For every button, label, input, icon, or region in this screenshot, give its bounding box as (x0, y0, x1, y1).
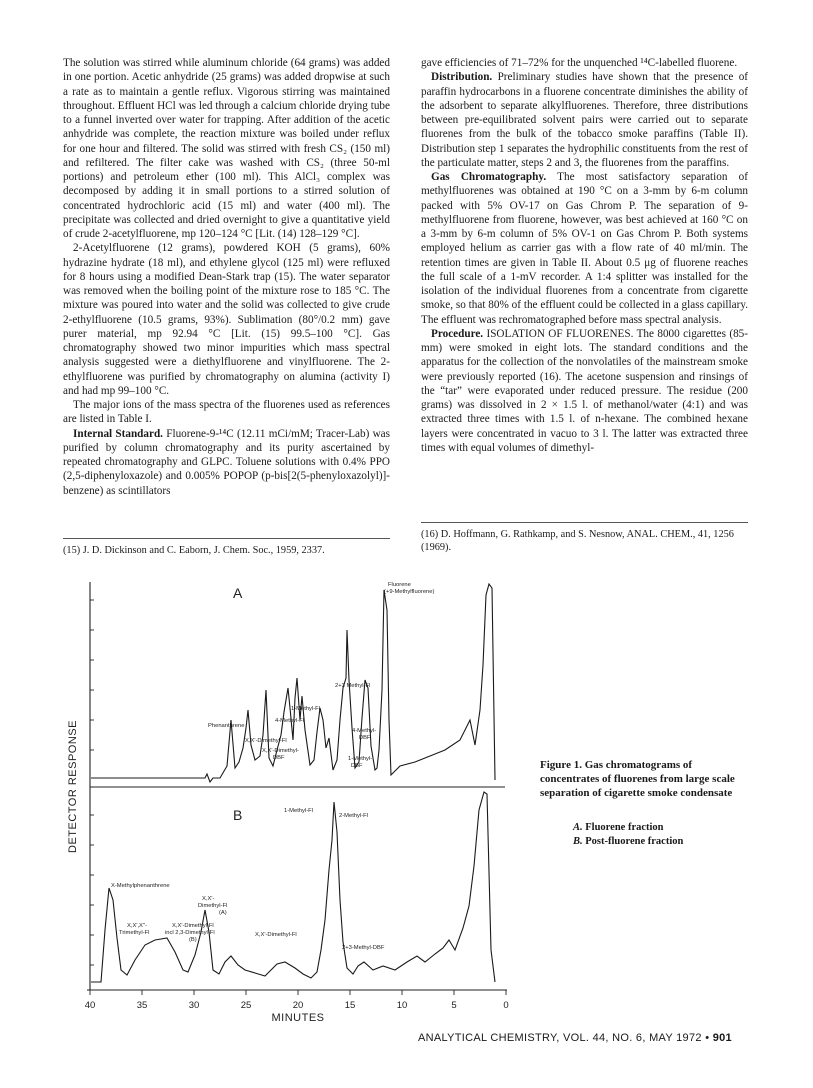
footnote-15: (15) J. D. Dickinson and C. Eaborn, J. Chem. Soc., 1959, 2337. (63, 545, 325, 556)
y-axis-ticks (90, 600, 94, 965)
page-number: 901 (712, 1032, 732, 1044)
x-tick-label: 15 (344, 1000, 356, 1011)
caption-item-letter: B. (573, 836, 583, 847)
footnote-16: (16) D. Hoffmann, G. Rathkamp, and S. Nesnow, ANAL. CHEM., 41, 1256 (1969). (421, 529, 734, 553)
section-heading: Internal Standard. (73, 427, 163, 440)
paragraph: gave efficiencies of 71–72% for the unquenched ¹⁴C-labelled fluorene. (421, 57, 738, 69)
caption-item-b (573, 836, 683, 847)
peak-label: X,X',X''- (127, 923, 148, 929)
paragraph: Gas Chromatography. The most satisfactory separation of methylfluorenes was obtained at 190 °C on a 3-mm by 6-m column packed with 5% OV-17 on Gas Chrom P. The separation of 9-methylfluorene from fluorene, however, was best achieved at 160 °C on a 3-mm by 6-m column of 5% OV-1 on Gas Chrom P. Both systems employed helium as carrier gas with a flow rate of 40 ml/min. The retention times are given in Table II. About 0.5 μg of fluorene reaches the full scale of a 1-mV recorder. A 1:4 splitter was installed for the isolation of the individual fluorenes from a concentrate from cigarette smoke, so that 80% of the effluent could be collected in a glass capillary. The effluent was rechromatographed before mass spectral analysis. (421, 171, 748, 326)
peak-label: (A) (219, 910, 227, 916)
section-heading: Distribution. (431, 71, 493, 84)
peak-label: Phenanthrene (208, 723, 245, 729)
panel-b-letter: B (233, 807, 243, 823)
figure-caption: Figure 1. Gas chromatograms of concentrates of fluorenes from large scale separation of cigarette smoke condensate (540, 759, 735, 799)
x-tick-label: 35 (136, 1000, 148, 1011)
peak-label: Trimethyl-Fl (119, 930, 150, 936)
paragraph: The solution was stirred while aluminum chloride (64 grams) was added in one portion. Acetic anhydride (25 grams) was added dropwise at such a rate as to maintain a gentle reflux. Vigorous stirring was maintained throughout. Effluent HCl was led through a calcium chloride drying tube to a funnel inverted over water for trapping. After addition of the acetic anhydride was complete, the reaction mixture was boiled under reflux for one hour and filtered. The solid was stirred with fresh CS₂ (150 ml) and refiltered. The filter cake was washed with CS₂ (three 50-ml portions) and petroleum ether (100 ml). This AlCl₃ complex was decomposed by adding it in small portions to a stirred solution of concentrated hydrochloric acid (15 ml) and water (400 ml). The precipitate was collected and dried overnight to give a quantitative yield of crude 2-acetylfluorene, mp 120–124 °C [Lit. (14) 128–129 °C]. (63, 57, 390, 240)
peak-label: 4-Methyl-Fl (275, 718, 304, 724)
peak-label: 2+3-Methyl-DBF (342, 945, 385, 951)
peak-label: (+9-Methylfluorene) (384, 589, 435, 595)
caption-item-text: Post-fluorene fraction (585, 836, 684, 847)
panel-a-letter: A (233, 585, 243, 601)
section-heading: Procedure. (431, 327, 484, 340)
footnote-divider (421, 522, 748, 523)
left-text-column (63, 56, 390, 498)
peak-label: 2-Methyl-Fl (339, 813, 368, 819)
x-axis-label: MINUTES (271, 1012, 325, 1024)
right-text-column (421, 56, 748, 455)
x-tick-label: 10 (396, 1000, 408, 1011)
caption-item-letter: A. (573, 822, 583, 833)
paragraph: The major ions of the mass spectra of the fluorenes used as references are listed in Table I. (63, 399, 390, 426)
x-tick-label: 5 (451, 1000, 457, 1011)
x-tick-label: 40 (84, 1000, 96, 1011)
peak-label: X,X'-Dimethyl-Fl (245, 738, 287, 744)
peak-label: X,X'- (202, 896, 215, 902)
journal-citation: ANALYTICAL CHEMISTRY, VOL. 44, NO. 6, MAY 1972 (418, 1032, 702, 1044)
y-axis-label: DETECTOR RESPONSE (67, 720, 79, 853)
peak-label: 4-Methyl- (352, 728, 377, 734)
x-tick-label: 30 (188, 1000, 200, 1011)
chromatogram-figure (55, 570, 525, 1025)
peak-label: Dimethyl-Fl (198, 903, 228, 909)
peak-label: DBF (351, 763, 363, 769)
x-tick-label: 20 (292, 1000, 304, 1011)
paragraph: 2-Acetylfluorene (12 grams), powdered KOH (5 grams), 60% hydrazine hydrate (18 ml), and ethylene glycol (125 ml) were refluxed for 8 hours using a modified Dean-Stark trap (15). The water separator was removed when the boiling point of the mixture rose to 185 °C. The mixture was poured into water and the solid was collected to give crude 2-ethylfluorene (10.5 grams, 93%). Sublimation (80°/0.2 mm) gave purer material, mp 92.94 °C [Lit. (15) 99.5–100 °C]. Gas chromatography showed two minor impurities which mass spectral analysis suggested were a diethylfluorene and vinylfluorene. The 2-ethylfluorene was purified by chromatography on alumina (activity I) and had mp 99–100 °C. (63, 242, 390, 397)
peak-label: 2+3 Methyl-Fl (335, 683, 371, 689)
peak-label: 1-Methyl-Fl (284, 808, 313, 814)
running-footer (418, 1032, 748, 1044)
paragraph: Distribution. Preliminary studies have shown that the presence of paraffin hydrocarbons in a fluorene concentrate diminishes the ability of the adsorbent to separate alkylfluorenes. Therefore, three distributions between pre-equilibrated solvent pairs were carried out to separate fluorenes from the bulk of the tobacco smoke paraffins (Table II). Distribution step 1 separates the hydrophilic constituents from the rest of the particulate matter, steps 2 and 3, the fluorenes from the paraffins. (421, 71, 749, 169)
x-tick-label: 0 (503, 1000, 509, 1011)
peak-label: (B) (189, 937, 197, 943)
section-heading: Gas Chromatography. (431, 171, 547, 183)
caption-item-a (573, 822, 664, 833)
peak-label: X,X'-Dimethyl- (262, 748, 299, 754)
peak-label: 1-Methyl-Fl (291, 706, 320, 712)
peak-label: incl 2,3-Dimethyl-Fl (165, 930, 215, 936)
peak-label: X-Methylphenanthrene (111, 883, 170, 889)
paragraph: Procedure. ISOLATION OF FLUORENES. The 8000 cigarettes (85-mm) were smoked in eight lots. The standard conditions and the apparatus for the collection of the nonvolatiles of the mainstream smoke were previously reported (16). The acetone suspension and rinsings of the “tar” were evaporated under reduced pressure. The residue (200 grams) was dissolved in 2 × 1.5 l. of methanol/water (4:1) and was extracted three times with 1.5 l. of n-hexane. The combined hexane layers were concentrated in vacuo to 3 l. The latter was extracted three times with equal volumes of dimethyl- (421, 327, 748, 454)
peak-label: DBF (359, 735, 371, 741)
footnote-divider (63, 538, 390, 539)
paragraph: Internal Standard. Fluorene-9-¹⁴C (12.11 mCi/mM; Tracer-Lab) was purified by column chromatography and its purity ascertained by repeated chromatography and GLPC. Toluene solutions with 0.4% PPO (2,5-diphenyloxazole) and 0.005% POPOP (p-bis[2(5-phenyloxazolyl)]-benzene) as scintillators (63, 427, 390, 497)
peak-label: X,X'-Dimethyl-Fl (255, 932, 297, 938)
x-tick-label: 25 (240, 1000, 252, 1011)
peak-label: Fluorene (388, 582, 411, 588)
peak-label: DBF (273, 755, 285, 761)
peak-label: 1-Methyl- (348, 756, 373, 762)
peak-label: X,X'-Dimethyl-Fl (172, 923, 214, 929)
caption-item-text: Fluorene fraction (585, 822, 664, 833)
bullet-separator: • (705, 1032, 710, 1044)
x-axis-ticks (90, 990, 506, 995)
